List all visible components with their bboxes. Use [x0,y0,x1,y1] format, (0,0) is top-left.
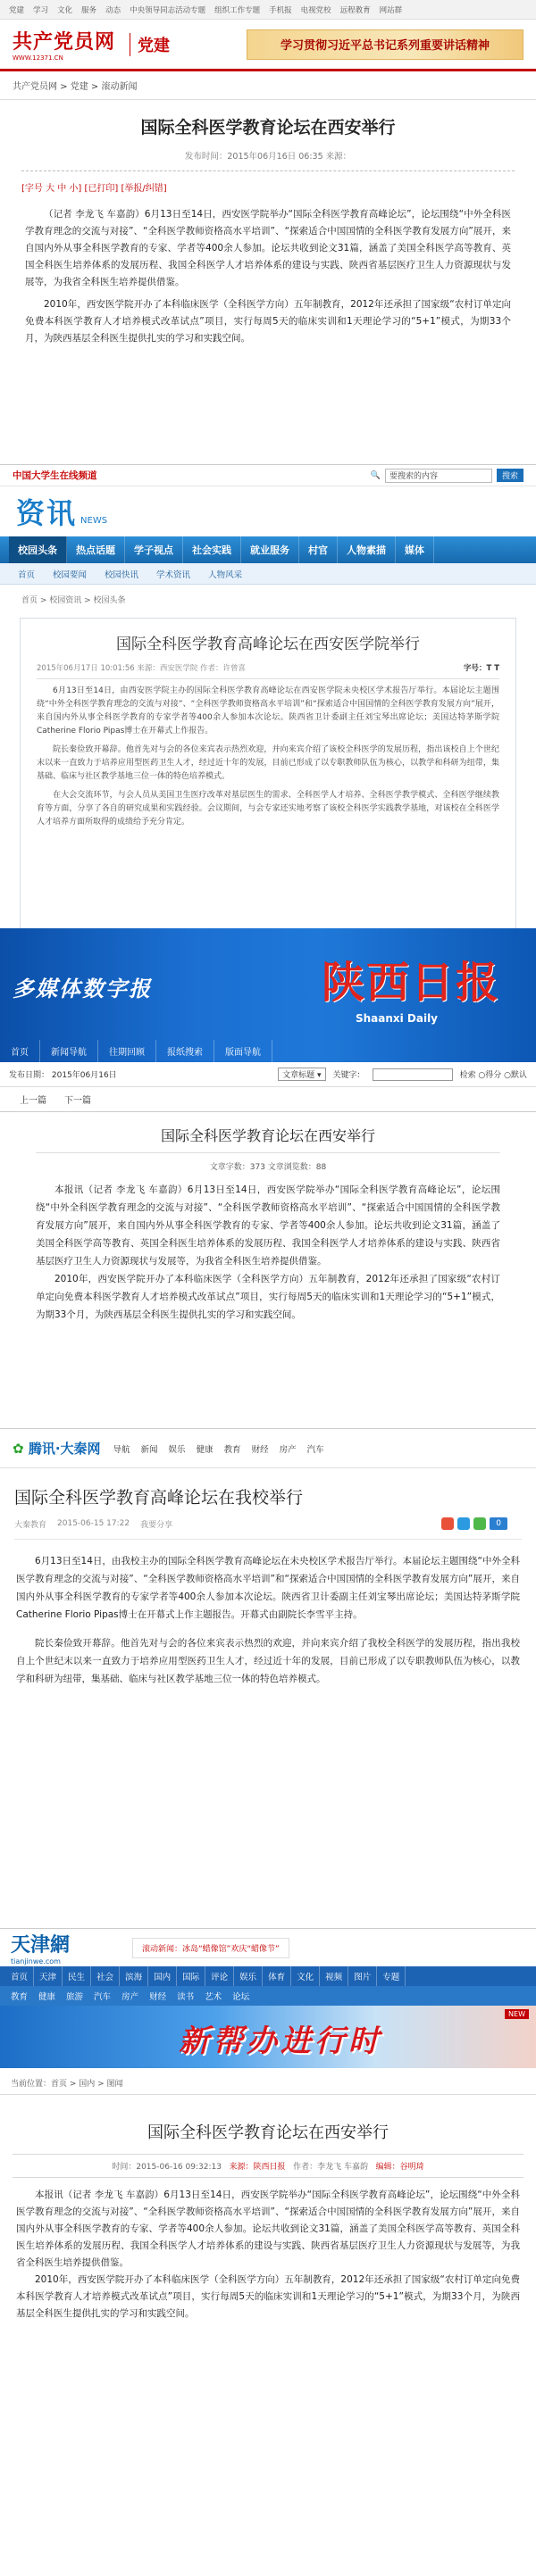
logo-text: 腾讯·大秦网 [28,1441,101,1457]
article-meta [13,2154,523,2178]
logo-text: 天津網 [11,1933,71,1957]
article [20,618,516,928]
site-brand[interactable]: 中国大学生在线频道 [13,470,97,481]
article-paragraph: 本报讯（记者 李龙飞 车嘉韵）6月13日至14日，西安医学院举办“国际全科医学教育高峰论坛”，论坛围绕“中外全科医学教育理念的交流与对接”、“全科医学教师资格高水平培训”、“探索适合中国国情的全科医学教育发展方向”展开，来自国内外从事全科医学教育的专家、学者等400余人参加。论坛共收到论文31篇，涵盖了美国全科医学高等教育、英国全科医生培养体系的发展历程、我国全科医学人才培养体系的建设与实践、陕西省基层医疗卫生人力资源现状与发展等，为我省全科医生培养提供借鉴。 [36,1184,500,1267]
weibo-icon[interactable] [441,1517,454,1530]
logo-text-en: NEWS [80,516,108,526]
nav-item[interactable]: 国内 [148,1966,177,1986]
sub-nav-item[interactable]: 校园要闻 [53,569,88,580]
nav-item[interactable]: 媒体 [396,536,434,563]
site-header [0,1929,536,1966]
site-logo[interactable] [13,1439,101,1458]
article-paragraph: 院长秦俭致开幕辞。他首先对与会的各位来宾表示热烈的欢迎，并向来宾介绍了我校全科医学的发展历程，指出我校自上个世纪末以来一直致力于培养应用型医药卫生人才，经过近十年的发展，目前已形成了以专职教师队伍为核心，以教学和科研为纽带，集基础、临床与社区教学基地三位一体的特色培养模式。 [16,1638,520,1684]
search-field-label: 文章标题 [282,1071,315,1080]
nav-item[interactable]: 体育 [263,1966,291,1986]
top-nav-bar [0,0,536,20]
top-bar [0,465,536,486]
news-logo[interactable] [0,486,536,536]
main-nav [0,1966,536,1986]
banner-tab[interactable]: 新闻导航 [40,1040,98,1062]
site-logo[interactable] [11,1930,70,1965]
breadcrumb[interactable]: 共产党员网 > 党建 > 滚动新闻 [0,71,536,100]
next-article-link[interactable]: 下一篇 [64,1096,91,1106]
keyword-input[interactable] [373,1068,453,1081]
article-source[interactable]: 大秦教育 [14,1520,47,1530]
article-paragraph: 院长秦俭致开幕辞。他首先对与会的各位来宾表示热烈欢迎，并向来宾介绍了该校全科医学的发展历程，指出该校自上个世纪末以来一直致力于培养应用型医药卫生人才，经过近十年的发展，目前已形成了以专职教师队伍为核心，以教学和科研为纽带，集基础、临床与社区教学基地三位一体的特色培养模式。 [37,745,499,781]
search-controls [278,1068,527,1081]
nav-item[interactable]: 汽车 [94,1992,112,2002]
banner-tabs [0,1040,272,1062]
nav-item[interactable]: 图片 [348,1966,377,1986]
qq-icon[interactable] [457,1517,470,1530]
top-nav-item[interactable]: 中央领导同志活动专题 [130,5,206,15]
font-size-label: 字号： [463,664,487,673]
article-time: 时间：2015-06-16 09:32:13 [112,2163,222,2172]
promo-slogan: 新帮办进行时 [179,2023,382,2059]
breadcrumb[interactable]: 首页 > 校园资讯 > 校园头条 [21,596,126,605]
nav-item[interactable]: 财经 [149,1992,167,2002]
prev-article-link[interactable]: 上一篇 [20,1096,46,1106]
top-nav-item[interactable]: 电视党校 [300,5,331,15]
date-search-bar [0,1062,536,1087]
newspaper-logo-en: Shaanxi Daily [355,1012,438,1025]
share-buttons [441,1517,507,1530]
campaign-banner[interactable]: 学习贯彻习近平总书记系列重要讲话精神 [247,29,523,60]
newspaper-banner [0,928,536,1062]
nav-item[interactable]: 天津 [34,1966,63,1986]
article [0,1540,536,1711]
party-site-section [0,0,536,464]
sub-nav-item[interactable]: 学术资讯 [156,569,191,580]
logo-url: tianjinwe.com [11,1957,61,1965]
nav-item[interactable]: 娱乐 [168,1444,186,1455]
sub-nav-item[interactable]: 校园快讯 [105,569,139,580]
nav-item[interactable]: 专题 [377,1966,406,1986]
article-paragraph: 2010年，西安医学院开办了本科临床医学（全科医学方向）五年制教育，2012年还承担了国家级“农村订单定向免费本科医学教育人才培养模式改革试点”项目，实行每周5天的临床实训和1天理论学习的“5+1”模式，为期33个月，为陕西基层全科医生提供扎实的学习和实践空间。 [16,2274,520,2319]
article-paragraph: 本报讯（记者 李龙飞 车嘉韵）6月13日至14日，西安医学院举办“国际全科医学教育高峰论坛”，论坛围绕“中外全科医学教育理念的交流与对接”、“全科医学教师资格高水平培训”、“探索适合中国国情的全科医学教育发展方向”展开，来自国内外从事全科医学教育的专家、学者等400余人参加。论坛共收到论文31篇，涵盖了美国全科医学高等教育、英国全科医生培养体系的发展历程、我国全科医学人才培养体系的建设与实践、陕西省基层医疗卫生人力资源现状与发展等，为我省全科医生培养提供借鉴。 [16,2190,520,2268]
font-size-control[interactable] [464,662,499,673]
article-time: 2015-06-15 17:22 [57,1519,130,1528]
nav-item[interactable]: 校园头条 [9,536,67,563]
site-header [0,20,536,71]
nav-item[interactable]: 视频 [320,1966,348,1986]
article-meta [37,662,499,679]
promo-banner[interactable] [0,2006,536,2068]
article-meta-text: 2015年06月17日 10:01:56 来源：西安医学院 作者：许曾喜 [37,664,247,673]
nav-item[interactable]: 人物素描 [338,536,396,563]
top-nav-item[interactable]: 远程教育 [339,5,371,15]
scrolling-news[interactable]: 滚动新闻：冰岛“蜡像馆”欢庆“蜡像节” [132,1938,289,1958]
article-paragraph: 2010年，西安医学院开办了本科临床医学（全科医学方向）五年制教育，2012年还承担了国家级“农村订单定向免费本科医学教育人才培养模式改革试点”项目，实行每周5天的临床实训和1天理论学习的“5+1”模式，为期33个月，为陕西基层全科医生提供扎实的学习和实践空间。 [25,299,511,344]
top-nav-item[interactable]: 学习 [33,5,49,15]
search-field-select[interactable]: 文章标题 ▾ [278,1068,325,1081]
nav-item[interactable]: 村官 [299,536,338,563]
top-nav-item[interactable]: 组织工作专题 [214,5,261,15]
banner-tab[interactable]: 首页 [0,1040,40,1062]
channel-title[interactable]: 党建 [130,33,170,56]
search-area [371,469,523,483]
university-news-section [0,464,536,928]
nav-item[interactable]: 评论 [205,1966,234,1986]
article-paragraph: （记者 李龙飞 车嘉韵）6月13日至14日，西安医学院举办“国际全科医学教育高峰论坛”，论坛围绕“中外全科医学教育理念的交流与对接”、“全科医学教师资格高水平培训”、“探索适合中国国情的全科医学教育发展方向”展开，来自国内外从事全科医学教育的专家、学者等400余人参加。论坛共收到论文31篇，涵盖了美国全科医学高等教育、英国全科医生培养体系的发展历程、我国全科医学人才培养体系的建设与实践、陕西省基层医疗卫生人力资源现状与发展等，为我省全科医生培养提供借鉴。 [25,209,511,287]
logo-mark-icon: ✿ [13,1441,24,1457]
article-paragraph: 在大会交流环节，与会人员从美国卫生医疗改革对基层医生的需求、全科医学人才培养、全科医学教学模式、全科医学继续教育等方面，分享了各自的研究成果和实践经验。会议期间，与会专家还实地考察了该校全科医学实践教学基地，对该校在全科医学人才培养方面所取得的成绩给予充分肯定。 [37,791,499,827]
sort-radios[interactable]: 检索 ○得分 ○默认 [459,1071,527,1080]
nav-item[interactable]: 民生 [63,1966,91,1986]
article-author: 作者：李龙飞 车嘉韵 [293,2163,369,2172]
nav-item[interactable]: 健康 [38,1992,56,2002]
article-paragraph: 2010年，西安医学院开办了本科临床医学（全科医学方向）五年制教育，2012年还承担了国家级“农村订单定向免费本科医学教育人才培养模式改革试点”项目，实行每周5天的临床实训和1天理论学习的“5+1”模式，为期33个月，为陕西基层全科医生提供扎实的学习和实践空间。 [36,1274,500,1320]
newspaper-logo[interactable]: 陕西日报 [321,958,500,1008]
article-title: 国际全科医学教育高峰论坛在我校举行 [14,1488,304,1508]
top-nav-item[interactable]: 服务 [81,5,97,15]
nav-item[interactable]: 滨海 [120,1966,148,1986]
tianjin-net-section [0,1928,536,2576]
nav-item[interactable]: 社会 [91,1966,120,1986]
nav-item[interactable]: 首页 [5,1966,34,1986]
nav-item[interactable]: 财经 [251,1444,269,1455]
article-pager [0,1087,536,1112]
nav-item[interactable]: 国际 [177,1966,205,1986]
nav-item[interactable]: 房产 [121,1992,139,2002]
nav-item[interactable]: 论坛 [232,1992,250,2002]
banner-tab[interactable]: 往期回顾 [98,1040,156,1062]
top-nav-item[interactable]: 手机报 [269,5,292,15]
nav-item[interactable]: 艺术 [205,1992,222,2002]
nav-item[interactable]: 学子视点 [125,536,183,563]
nav-item[interactable]: 文化 [291,1966,320,1986]
logo-url: WWW.12371.CN [13,54,63,62]
comment-count[interactable]: 0 [490,1517,507,1530]
main-nav [0,536,536,563]
breadcrumb[interactable]: 当前位置：首页 > 国内 > 图闻 [0,2068,536,2095]
logo-text: 资讯 [16,496,78,530]
sub-nav [0,563,536,585]
main-nav [113,1442,335,1455]
banner-tab[interactable]: 报纸搜索 [156,1040,214,1062]
search-button[interactable]: 搜索 [497,469,523,482]
article-paragraph: 6月13日至14日，由西安医学院主办的国际全科医学教育高峰论坛在西安医学院未央校区学术报告厅举行。本届论坛主题围绕“中外全科医学教育理念的交流与对接”、“全科医学教师资格高水平培训”和“探索适合中国国情的全科医学教育发展方向”展开，来自国内外从事全科医学教育的专家学者等400余人参加本次论坛。陕西省卫计委副主任刘宝琴出席论坛；美国达特茅斯学院Catherine Florio Pipas博士在开幕式上作报告。 [37,686,499,735]
banner-tagline: 多媒体数字报 [13,976,152,1001]
nav-item[interactable]: 房产 [279,1444,297,1455]
search-icon: 🔍 [370,470,381,480]
keyword-label: 关键字： [332,1071,365,1080]
article-source[interactable]: 来源：陕西日报 [229,2163,286,2172]
article-meta: 发布时间：2015年06月16日 06:35 来源： [21,149,515,171]
article-title: 国际全科医学教育论坛在西安举行 [147,2123,389,2142]
shaanxi-daily-section [0,928,536,1428]
article [0,2178,536,2331]
article-title: 国际全科医学教育论坛在西安举行 [140,118,396,137]
sub-nav-item[interactable]: 首页 [18,569,36,580]
article-meta [14,1517,522,1540]
nav-item[interactable]: 导航 [113,1444,130,1455]
article [21,114,515,347]
publish-date: 发布日期： 2015年06月16日 [9,1071,117,1080]
banner-tab[interactable]: 版面导航 [214,1040,272,1062]
article-tools[interactable]: [字号 大 中 小] [已打印] [举报/纠错] [21,184,167,194]
site-header [0,1429,536,1468]
font-size-options[interactable]: T T [486,664,499,673]
nav-item[interactable]: 社会实践 [183,536,241,563]
nav-item[interactable]: 读书 [177,1992,195,2002]
logo-text: 共产党员网 [13,30,116,54]
nav-item[interactable]: 就业服务 [241,536,299,563]
secondary-nav [0,1986,536,2006]
nav-item[interactable]: 汽车 [306,1444,324,1455]
tencent-daqin-section [0,1428,536,1928]
nav-item[interactable]: 热点话题 [67,536,125,563]
article-editor: 编辑：谷明琦 [375,2163,424,2172]
article-title: 国际全科医学教育论坛在西安举行 [36,1125,500,1153]
nav-item[interactable]: 娱乐 [234,1966,263,1986]
top-nav-item[interactable]: 动态 [105,5,121,15]
top-nav-item[interactable]: 网站群 [379,5,403,15]
article [0,1112,536,1336]
search-input[interactable]: 要搜索的内容 [385,469,492,483]
share-label[interactable]: 我要分享 [140,1520,173,1530]
nav-item[interactable]: 教育 [223,1444,241,1455]
top-nav-item[interactable]: 文化 [57,5,73,15]
sub-nav-item[interactable]: 人物风采 [208,569,243,580]
article-title: 国际全科医学教育高峰论坛在西安医学院举行 [116,636,420,653]
nav-item[interactable]: 新闻 [140,1444,158,1455]
promo-tag: NEW [505,2009,529,2019]
article-paragraph: 6月13日至14日，由我校主办的国际全科医学教育高峰论坛在未央校区学术报告厅举行。本届论坛主题围绕“中外全科医学教育理念的交流与对接”、“全科医学教师资格高水平培训”和“探索适合中国国情的全科医学教育发展方向”展开，来自国内外从事全科医学教育的专家学者等400余人参加本次论坛。陕西省卫计委副主任刘宝琴出席论坛；美国达特茅斯学院Catherine Florio Pipas博士在开幕式上作主题报告。开幕式由副院长李雪平主持。 [16,1556,520,1620]
site-logo[interactable] [13,27,115,62]
nav-item[interactable]: 教育 [11,1992,29,2002]
nav-item[interactable]: 健康 [196,1444,214,1455]
nav-item[interactable]: 旅游 [66,1992,84,2002]
article-stats: 文章字数：373 文章浏览数：88 [209,1163,327,1172]
top-nav-item[interactable]: 党建 [9,5,25,15]
wechat-icon[interactable] [473,1517,486,1530]
